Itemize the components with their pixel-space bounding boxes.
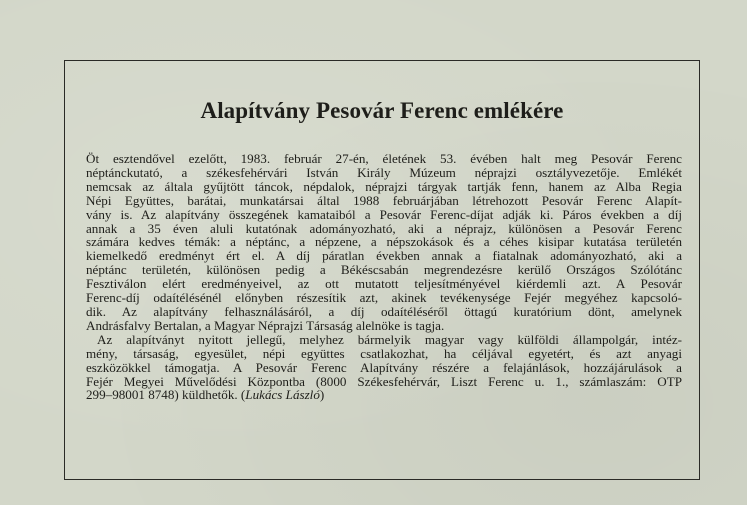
body-line: nemcsak az általa gyűjtött táncok, népdalok, néprajzi tárgyak tartják fenn, hanem az Alba Regia [86,178,682,194]
body-line: annak a 35 éven aluli kutatónak adományozható, aki a néprajz, különösen a Pesovár Ferenc [86,220,682,236]
final-line-text: 299–98001 8748) küldhetők. ( [86,387,246,403]
body-line: Andrásfalvy Bertalan, a Magyar Néprajzi Társaság alelnöke is tagja. [86,317,445,333]
body-line: Öt esztendővel ezelőtt, 1983. február 27-én, életének 53. évében halt meg Pesovár Ferenc [86,151,682,166]
body-line: eszközökkel támogatja. A Pesovár Ferenc Alapítvány részére a felajánlások, hozzájárulások a [86,359,682,375]
body-line: néptánckutató, a székesfehérvári István Király Múzeum néprajzi osztályvezetője. Emlékét [86,164,682,180]
body-line: Az alapítványt nyitott jellegű, melyhez bármelyik magyar vagy külföldi állampolgár, intéz- [97,331,682,347]
body-final-line [86,388,682,402]
body-line: Népi Együttes, barátai, munkatársai által 1988 februárjában létrehozott Pesovár Ferenc Alapít- [86,192,682,208]
body-line: mény, társaság, egyesület, népi együttes csatlakozhat, ha céljával egyetért, és azt anyagi [86,345,682,361]
body-line: vány is. Az alapítvány összegének kamataiból a Pesovár Ferenc-díjat adják ki. Páros években a díj [86,206,682,222]
final-line-close: ) [319,387,325,403]
article-body [86,152,682,402]
body-line: kiemelkedő eredményt ért el. A díj páratlan években annak a fiatalnak adományozható, aki a [86,248,682,264]
body-line: számára kedves témák: a néptánc, a népzene, a népszokások és a céhes kisipar kutatása területén [86,234,682,250]
body-line: Fesztiválon elért eredményeivel, az ott mutatott teljesítményével kiérdemli azt. A Pesovár [86,276,682,292]
body-line: dik. Az alapítvány felhasználásáról, a díj odaítéléséről öttagú kuratórium dönt, amelynek [86,303,682,319]
body-line: Fejér Megyei Művelődési Központba (8000 Székesfehérvár, Liszt Ferenc u. 1., számlaszám: OTP [86,373,682,389]
body-line: Ferenc-díj odaítélésénél előnyben részesítik azt, akinek tevékenysége Fejér megyéhez kapcsoló- [86,290,682,306]
article-title: Alapítvány Pesovár Ferenc emlékére [200,98,564,123]
body-line: néptánc területén, különösen pedig a Békéscsabán megrendezésre kerülő Országos Szólótánc [86,262,682,278]
author-signature: Lukács László [245,387,320,403]
